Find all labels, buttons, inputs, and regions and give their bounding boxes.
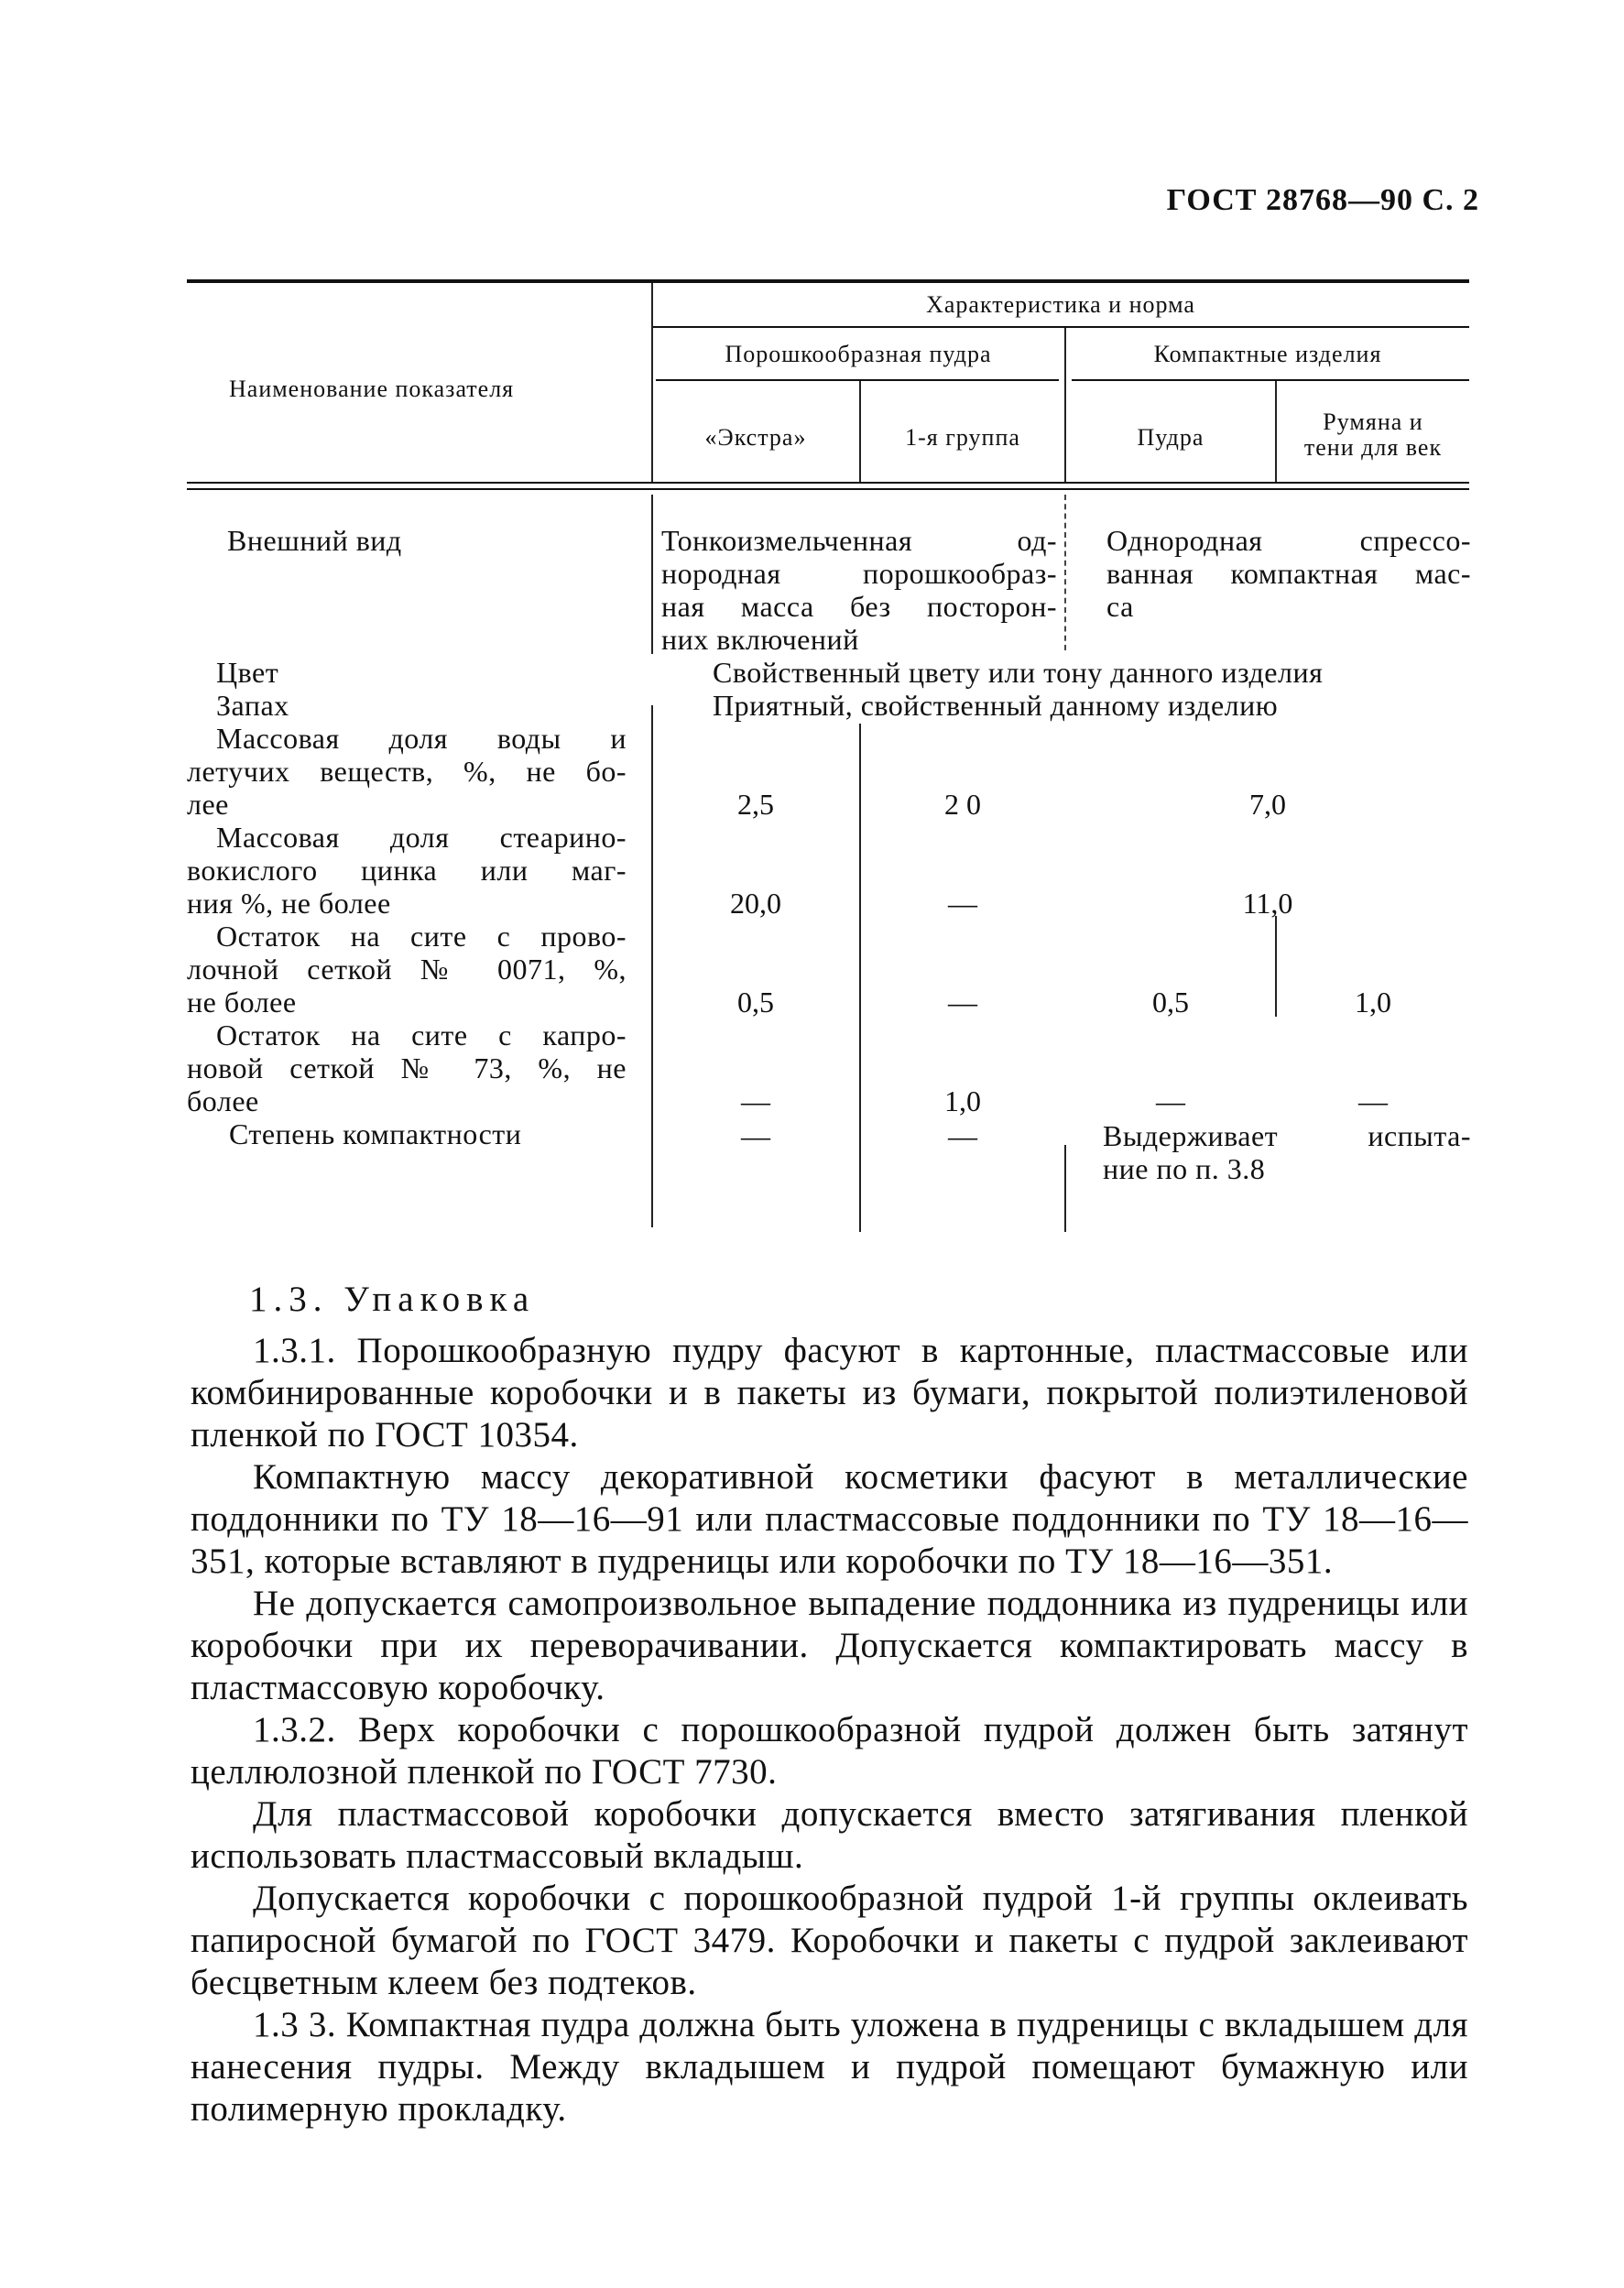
paragraph: Для пластмассовой коробочки допускается вместо затягивания пленкой использовать пластмассовый вкладыш. bbox=[191, 1794, 1468, 1876]
row-wire-sieve-extra: 0,5 bbox=[737, 986, 774, 1019]
header-name-column: Наименование показателя bbox=[229, 376, 515, 402]
paragraph: Допускается коробочки с порошкообразной пудрой 1-й группы оклеивать папиросной бумагой по ГОСТ 3479. Коробочки и пакеты с пудрой заклеивают бесцветным клеем без подтеков. bbox=[191, 1879, 1468, 2002]
header-compact: Компактные изделия bbox=[1153, 341, 1382, 367]
row-water-compact: 7,0 bbox=[1249, 788, 1286, 821]
row-stearate-compact: 11,0 bbox=[1242, 887, 1293, 920]
row-capron-sieve-name: Остаток на сите с капро- новой сеткой № 73, %, не более bbox=[187, 1019, 627, 1117]
subgroup-underline-left bbox=[656, 379, 1059, 381]
subgroup-underline-right bbox=[1072, 379, 1469, 381]
header-group1: 1-я группа bbox=[905, 424, 1020, 451]
section-title: 1.3. Упаковка bbox=[249, 1280, 536, 1319]
section-body bbox=[191, 1330, 1468, 2130]
row-capron-sieve-rouge: — bbox=[1358, 1084, 1388, 1117]
group-underline bbox=[652, 326, 1469, 328]
paragraph: Не допускается самопроизвольное выпадение поддонника из пудреницы или коробочки при их переворачивании. Допускается компактировать массу в пластмассовую коробочку. bbox=[191, 1584, 1468, 1707]
header-extra: «Экстра» bbox=[704, 424, 807, 451]
row-stearate-extra: 20,0 bbox=[730, 887, 781, 920]
row-compactness-name: Степень компактности bbox=[229, 1117, 522, 1150]
row-wire-sieve-rouge: 1,0 bbox=[1355, 986, 1391, 1019]
row-smell-value: Приятный, свойственный данному изделию bbox=[713, 689, 1279, 722]
paragraph: 1.3.1. Порошкообразную пудру фасуют в картонные, пластмассовые или комбинированные коробочки и в пакеты из бумаги, покрытой полиэтиленовой пленкой по ГОСТ 10354. bbox=[191, 1331, 1468, 1455]
row-appearance-name: Внешний вид bbox=[227, 524, 402, 557]
row-wire-sieve-puder: 0,5 bbox=[1152, 986, 1189, 1019]
body-vline-powder-compact bbox=[1064, 495, 1066, 650]
row-compactness-group1: — bbox=[948, 1119, 977, 1152]
body-vline-name-1 bbox=[651, 495, 653, 654]
row-appearance-powder: Тонкоизмельченная од- нородная порошкообраз- ная масса без посторон- них включений bbox=[661, 524, 1057, 656]
header-rouge-line-1: Румяна и bbox=[1323, 409, 1423, 435]
row-appearance-compact: Однородная спрессо- ванная компактная мас- са bbox=[1106, 524, 1471, 623]
row-color-name: Цвет bbox=[216, 656, 279, 689]
page-header: ГОСТ 28768—90 С. 2 bbox=[1166, 183, 1479, 217]
header-puder: Пудра bbox=[1137, 424, 1204, 451]
paragraph: 1.3 3. Компактная пудра должна быть уложена в пудреницы с вкладышем для нанесения пудры. Между вкладышем и пудрой помещают бумажную или полимерную прокладку. bbox=[191, 2005, 1468, 2129]
row-wire-sieve-name: Остаток на сите с прово- лочной сеткой № 0071, %, не более bbox=[187, 920, 627, 1019]
row-water-name: Массовая доля воды и летучих веществ, %, не бо- лее bbox=[187, 722, 627, 821]
row-capron-sieve-puder: — bbox=[1156, 1084, 1185, 1117]
row-water-group1: 2 0 bbox=[944, 788, 981, 821]
body-vline-group1-compact bbox=[1064, 1145, 1066, 1232]
header-bottom-rule-2 bbox=[187, 488, 1469, 490]
table-top-rule bbox=[187, 279, 1469, 283]
paragraph: Компактную массу декоративной косметики фасуют в металлические поддонники по ТУ 18—16—91 или пластмассовые поддонники по ТУ 18—16—351, которые вставляют в пудреницы или коробочки по ТУ 18—16—351. bbox=[191, 1457, 1468, 1581]
row-capron-sieve-extra: — bbox=[741, 1084, 770, 1117]
row-stearate-group1: — bbox=[948, 887, 977, 920]
paragraph: 1.3.2. Верх коробочки с порошкообразной пудрой должен быть затянут целлюлозной пленкой по ГОСТ 7730. bbox=[191, 1710, 1468, 1792]
header-rouge-line-2: тени для век bbox=[1303, 434, 1443, 461]
header-bottom-rule-1 bbox=[187, 482, 1469, 484]
row-smell-name: Запах bbox=[216, 689, 289, 722]
header-powder: Порошкообразная пудра bbox=[725, 341, 992, 367]
header-characteristic-group: Характеристика и норма bbox=[926, 291, 1195, 318]
row-stearate-name: Массовая доля стеарино- вокислого цинка или маг- ния %, не более bbox=[187, 821, 627, 920]
row-water-extra: 2,5 bbox=[737, 788, 774, 821]
row-compactness-compact: Выдерживает испыта- ние по п. 3.8 bbox=[1103, 1119, 1471, 1185]
row-color-value: Свойственный цвету или тону данного изделия bbox=[713, 656, 1324, 689]
row-capron-sieve-group1: 1,0 bbox=[944, 1084, 981, 1117]
row-compactness-extra: — bbox=[741, 1119, 770, 1152]
row-wire-sieve-group1: — bbox=[948, 986, 977, 1019]
